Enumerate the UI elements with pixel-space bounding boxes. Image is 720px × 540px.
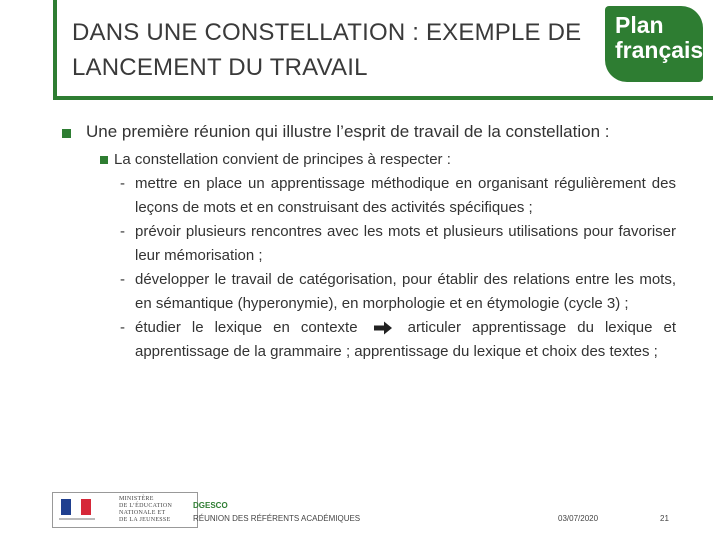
list-item-text: mettre en place un apprentissage méthodique en organisant régulièrement des leçons de mots et en construisant des activités spécifiques ; <box>135 175 676 216</box>
list-item <box>104 268 676 316</box>
page-number: 21 <box>660 514 669 523</box>
dash-marker: - <box>120 175 125 192</box>
title-line-2: LANCEMENT DU TRAVAIL <box>72 54 368 81</box>
bullet-level-2 <box>102 148 676 172</box>
footer-date: 03/07/2020 <box>558 514 599 523</box>
ministry-name: MINISTÈRE DE L’ÉDUCATION NATIONALE ET DE LA JEUNESSE <box>119 496 173 523</box>
plan-francais-logo <box>605 6 703 82</box>
footer-org: DGESCO <box>193 501 228 510</box>
dash-list <box>104 172 676 364</box>
list-item <box>104 220 676 268</box>
ministry-logo <box>52 492 198 528</box>
bullet-level-2-text: La constellation convient de principes à respecter : <box>114 151 451 168</box>
dash-marker: - <box>120 223 125 240</box>
list-item <box>104 316 676 364</box>
square-bullet-icon <box>62 129 71 138</box>
page-title <box>72 15 592 85</box>
list-item-text: développer le travail de catégorisation, pour établir des relations entre les mots, en sémantique (hyperonymie), en morphologie et en étymologie (cycle 3) ; <box>135 271 676 312</box>
bullet-level-1-text: Une première réunion qui illustre l’esprit de travail de la constellation : <box>86 122 610 141</box>
right-arrow-icon <box>373 321 393 335</box>
list-item <box>104 172 676 220</box>
dash-marker: - <box>120 271 125 288</box>
title-line-1: DANS UNE CONSTELLATION : EXEMPLE DE <box>72 19 582 46</box>
list-item-text-after-arrow: articuler apprentissage du lexique et apprentissage de la grammaire ; apprentissage du lexique et choix des textes ; <box>135 319 677 360</box>
logo-line-1: Plan <box>615 12 664 38</box>
french-flag-icon <box>61 499 91 515</box>
slide-content <box>60 120 676 364</box>
square-bullet-icon <box>100 156 108 164</box>
dash-marker: - <box>120 319 125 336</box>
footer-event: RÉUNION DES RÉFÉRENTS ACADÉMIQUES <box>193 514 361 523</box>
list-item-text: prévoir plusieurs rencontres avec les mots et plusieurs utilisations pour favoriser leur mémorisation ; <box>135 223 676 264</box>
logo-caption-line <box>59 518 95 520</box>
logo-line-2: français <box>615 37 704 63</box>
list-item-text-before-arrow: étudier le lexique en contexte <box>135 319 358 336</box>
bullet-level-1 <box>60 120 676 144</box>
